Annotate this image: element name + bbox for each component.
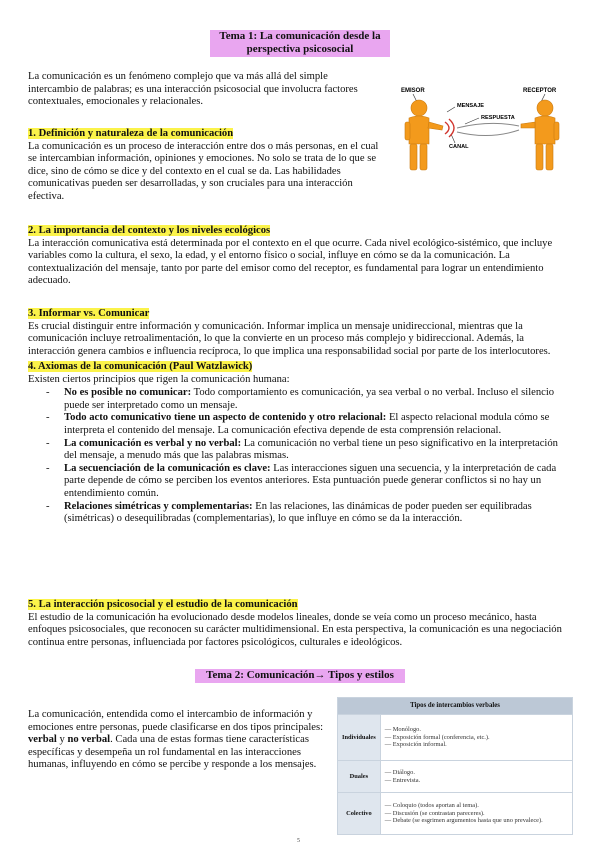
section2 [28, 225, 573, 288]
section1 [28, 128, 383, 204]
page-number: 5 [297, 838, 300, 844]
section5 [28, 599, 573, 649]
section1-heading: 1. Definición y naturaleza de la comunicación [28, 128, 234, 139]
label-emisor: EMISOR [401, 88, 425, 94]
verbal-exchange-table [337, 697, 573, 835]
section4-heading: 4. Axiomas de la comunicación (Paul Watzlawick) [28, 361, 253, 372]
axiom-item: - Todo acto comunicativo tiene un aspecto de contenido y otro relacional: El aspecto relacional modula cómo se interpreta el contenido del mensaje. La comunicación efectiva depende de esta comprensión relacional. [46, 412, 550, 436]
section4 [28, 361, 573, 526]
label-canal: CANAL [449, 144, 469, 150]
table-row: Duales — Diálogo. — Entrevista. [338, 761, 573, 793]
dash-mark: - [46, 387, 50, 399]
receptor-figure [521, 100, 559, 170]
no-verbal-term: no verbal [67, 734, 111, 746]
section5-text: El estudio de la comunicación ha evolucionado desde modelos lineales, donde se veía como un proceso mecánico, hasta enfoques psicosociales, que reconocen su carácter multidimensional. En esta perspectiva, la comunicación es una negociación continua entre personas, influenciada por factores psicológicos, culturales e ideológicos. [28, 611, 562, 648]
axiom-item: - La comunicación es verbal y no verbal: La comunicación no verbal tiene un peso significativo en la interpretación del mensaje, a menudo más que las palabras mismas. [46, 437, 558, 462]
section5-heading: 5. La interacción psicosocial y el estudio de la comunicación [28, 599, 298, 610]
table-category: Colectivo [338, 793, 381, 835]
verbal-term: verbal [28, 734, 57, 746]
tema2-title: Tema 2: Comunicación→ Tipos y estilos [195, 669, 405, 683]
section3-heading: 3. Informar vs. Comunicar [28, 308, 150, 319]
table-row: Individuales — Monólogo. — Exposición formal (conferencia, etc.). — Exposición informal. [338, 715, 573, 761]
section2-text: La interacción comunicativa está determinada por el contexto en el que ocurre. Cada nivel ecológico-sistémico, que incluye variables como la cultura, el sexo, la edad, y el entorno físico o social, influye en cómo se da la comunicación. La contextualización del mensaje, tanto por parte del emisor como del receptor, es fundamental para lograr un entendimiento adecuado. [28, 237, 553, 287]
emisor-receptor-graphic [395, 82, 575, 182]
signal-graphic [445, 119, 454, 137]
label-receptor: RECEPTOR [523, 88, 557, 94]
table-title: Tipos de intercambios verbales [338, 698, 573, 715]
axiom-list [46, 387, 573, 526]
intro-paragraph: La comunicación es un fenómeno complejo que va más allá del simple intercambio de palabras; es una interacción psicosocial que involucra factores contextuales, emocionales y relacionales. [28, 71, 358, 108]
table-category: Individuales [338, 715, 381, 761]
section4-intro: Existen ciertos principios que rigen la comunicación humana: [28, 373, 290, 385]
section3-text: Es crucial distinguir entre información y comunicación. Informar implica un mensaje unidireccional, mientras que la comunicación incluye retroalimentación, lo que la convierte en un proceso más complejo y bidireccional. Además, la interacción genera cambios e influencia recíproca, lo que implica una responsabilidad social por parte de los interlocutores. [28, 320, 551, 357]
table-row: Colectivo — Coloquio (todos aportan al tema). — Discusión (se contrastan pareceres). — Debate (se esgrimen argumentos hasta que uno prevalece). [338, 793, 573, 835]
axiom-item: - La secuenciación de la comunicación es clave: Las interacciones siguen una secuencia, y la interpretación de cada parte depende de cómo se perciben los eventos anteriores. Esta puntuación puede generar conflictos si no hay un entendimiento común. [46, 462, 557, 499]
axiom-item: - No es posible no comunicar: Todo comportamiento es comunicación, ya sea verbal o no verbal. Incluso el silencio puede ser interpretado como un mensaje. [46, 387, 555, 411]
exchange-table [337, 697, 573, 835]
dash-mark: - [46, 437, 50, 449]
section2-heading: 2. La importancia del contexto y los niveles ecológicos [28, 225, 271, 236]
dash-mark: - [46, 412, 50, 424]
communication-illustration [395, 82, 575, 182]
dash-mark: - [46, 500, 50, 512]
tema1-title [210, 30, 390, 57]
table-category: Duales [338, 761, 381, 793]
emisor-figure [405, 100, 443, 170]
dash-mark: - [46, 462, 50, 474]
section3 [28, 308, 573, 358]
tema1-title-line1: Tema 1: La comunicación desde la [219, 30, 381, 42]
label-mensaje: MENSAJE [457, 103, 485, 109]
section1-text: La comunicación es un proceso de interacción entre dos o más personas, en el cual se intercambian información, opiniones y emociones. No solo se trata de lo que se dice, sino de cómo se dice y del contexto en el cual se da. Las habilidades comunicativas pueden ser desarrolladas, y son cruciales para una interacción efectiva. [28, 140, 379, 202]
tema2-paragraph: La comunicación, entendida como el intercambio de información y emociones entre personas, puede clasificarse en dos tipos principales: verbal y no verbal. Cada una de estas formas tiene características específicas y desempeña un rol fundamental en las interacciones humanas, influyendo en cómo se percibe y responde a los mensajes. [28, 709, 324, 771]
axiom-item: - Relaciones simétricas y complementarias: En las relaciones, las dinámicas de poder pueden ser equilibradas (simétricas) o desequilibradas (complementarias), lo que influye en cómo se da la interacción. [46, 500, 532, 525]
label-respuesta: RESPUESTA [481, 115, 515, 121]
tema1-title-line2: perspectiva psicosocial [246, 43, 354, 55]
